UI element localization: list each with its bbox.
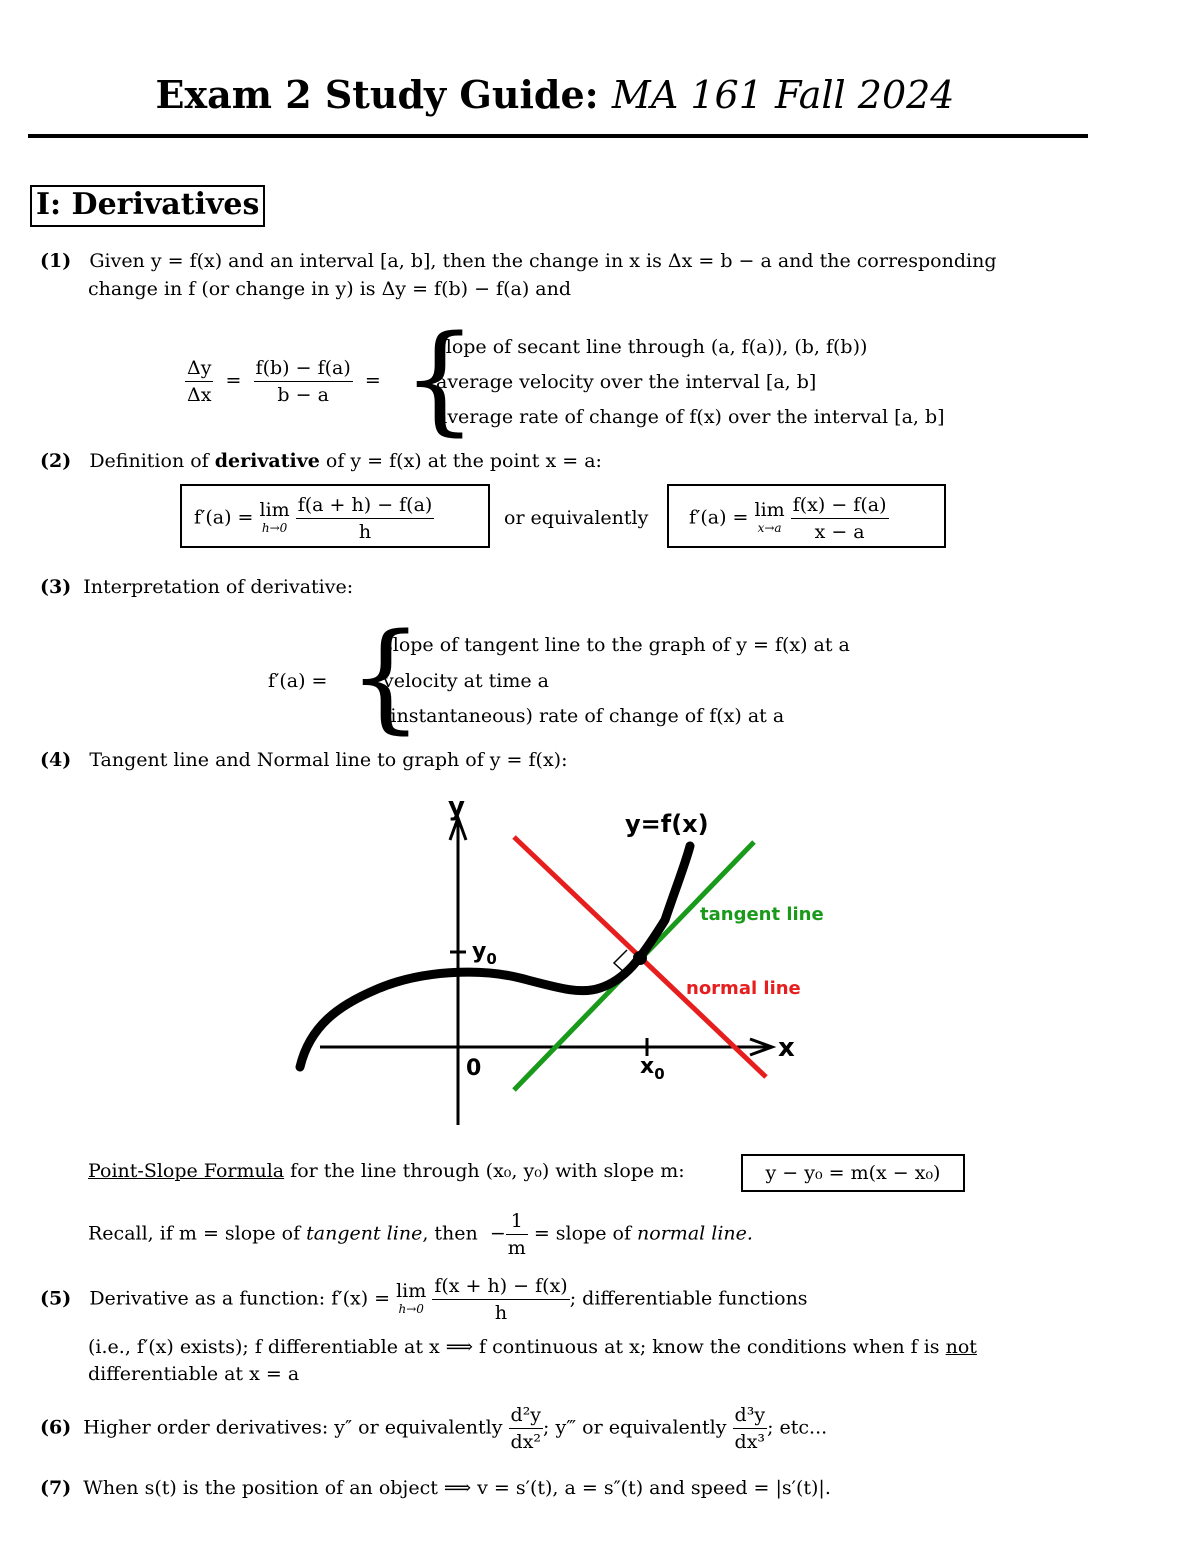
def1-lhs: f′(a) =: [194, 506, 254, 529]
item-2-text: Definition of: [89, 450, 209, 472]
title-course: MA 161 Fall 2024: [611, 73, 955, 117]
delta-x: Δx: [187, 384, 212, 406]
y-axis-label: y: [448, 792, 465, 822]
item-3-text: Interpretation of derivative:: [83, 576, 354, 598]
y0-main: y: [472, 939, 487, 964]
item-5-text: Derivative as a function: f′(x) =: [89, 1287, 391, 1310]
recall-text2: , then: [422, 1222, 478, 1245]
delta-fraction: [185, 355, 213, 408]
item-3: [40, 574, 353, 600]
item-5-line2-text: (i.e., f′(x) exists); f differentiable at x ⟹ f continuous at x; know the conditions when f is: [88, 1336, 940, 1358]
recall-line: [88, 1208, 753, 1261]
item-6-mid: ; y‴ or equivalently: [543, 1416, 727, 1439]
item-1-line2: change in f (or change in y) is Δy = f(b) − f(a) and: [88, 278, 572, 300]
item-6-end: ; etc...: [767, 1416, 828, 1439]
item-3-number: (3): [40, 576, 72, 598]
item-1-case1: slope of secant line through (a, f(a)), (b, f(b)): [436, 336, 868, 358]
item-5: [40, 1273, 808, 1326]
dx3: dx³: [734, 1431, 766, 1453]
item-5-limit: [396, 1279, 427, 1318]
origin-label: 0: [466, 1056, 482, 1081]
dq-denominator: b − a: [277, 384, 329, 406]
item-1-number: (1): [40, 250, 72, 272]
recall-text1: Recall, if m = slope of: [88, 1222, 301, 1245]
or-equivalently: or equivalently: [504, 507, 649, 529]
y0-label: [472, 939, 497, 968]
point-slope-text: for the line through (x₀, y₀) with slope m:: [290, 1160, 685, 1182]
item-6-number: (6): [40, 1416, 72, 1439]
delta-y: Δy: [185, 355, 213, 382]
x0-sub: 0: [654, 1065, 665, 1083]
dx2: dx²: [510, 1431, 542, 1453]
def2-lhs: f′(a) =: [689, 506, 749, 529]
def2-num: f(x) − f(a): [791, 492, 889, 519]
difference-quotient: [254, 355, 353, 408]
item-1-fraction-eq: $\frac{\Delta y}{\Delta x}$ = $\frac{f(b) - f(a)}{b - a}$ =: [187, 357, 381, 406]
recall-fraction: [506, 1208, 528, 1261]
item-4-text: Tangent line and Normal line to graph of y = f(x):: [89, 749, 568, 771]
def2-limit: [754, 498, 785, 537]
item-5-text2: ; differentiable functions: [569, 1287, 808, 1310]
item-7: [40, 1475, 831, 1501]
item-3-lhs: f′(a) =: [268, 670, 328, 692]
x-axis-label: x: [778, 1033, 795, 1063]
item-3-case3: (instantaneous) rate of change of f(x) at a: [383, 705, 785, 727]
second-derivative-fraction: [509, 1402, 544, 1455]
def2-lim-word: lim: [754, 498, 785, 521]
dq-numerator: f(b) − f(a): [254, 355, 353, 382]
tangent-normal-figure: [280, 780, 840, 1140]
point-slope-formula: y − y₀ = m(x − x₀): [741, 1154, 965, 1192]
item-4-number: (4): [40, 749, 72, 771]
derivative-def-box-2: [667, 484, 946, 548]
item-2-text2: of y = f(x) at the point x = a:: [325, 450, 602, 472]
item-5-not: not: [945, 1336, 977, 1358]
item-4: [40, 747, 567, 773]
item-5-num: f(x + h) − f(x): [432, 1273, 569, 1300]
third-derivative-fraction: [733, 1402, 768, 1455]
y0-sub: 0: [486, 950, 497, 968]
def2-fraction: [791, 492, 889, 545]
title-rule: [28, 134, 1088, 138]
item-5-lim-word: lim: [396, 1279, 427, 1302]
recall-tangent: tangent line: [306, 1222, 423, 1245]
tangency-point: [633, 951, 647, 965]
derivative-def-box-1: [180, 484, 490, 548]
d3y: d³y: [733, 1402, 768, 1429]
item-6: [40, 1402, 827, 1455]
recall-text3: = slope of: [533, 1222, 631, 1245]
item-5-fraction: [432, 1273, 569, 1326]
point-slope-line: [88, 1158, 685, 1184]
item-5-line2: [88, 1334, 977, 1360]
item-1-case3: average rate of change of f(x) over the interval [a, b]: [436, 406, 945, 428]
item-1-case2: average velocity over the interval [a, b]: [436, 371, 817, 393]
def1-den: h: [358, 521, 372, 543]
def1-lim-sub: h→0: [261, 520, 288, 535]
item-5-lim-sub: h→0: [398, 1301, 424, 1316]
recall-minus: −: [489, 1222, 506, 1245]
recall-num: 1: [506, 1208, 528, 1235]
def1-lim-word: lim: [259, 498, 290, 521]
item-5-line3: differentiable at x = a: [88, 1363, 300, 1385]
item-5-den: h: [494, 1302, 508, 1324]
def1-num: f(a + h) − f(a): [296, 492, 435, 519]
normal-line-label: normal line: [686, 978, 801, 999]
def1-fraction: [296, 492, 435, 545]
item-7-text: When s(t) is the position of an object ⟹ v = s′(t), a = s″(t) and speed = |s′(t)|.: [83, 1477, 831, 1499]
item-1: [40, 248, 997, 274]
item-3-brace: {: [348, 607, 424, 745]
x0-main: x: [640, 1054, 655, 1079]
recall-den: m: [507, 1237, 526, 1259]
page-title: [0, 72, 1110, 117]
def2-den: x − a: [814, 521, 865, 543]
item-6-text: Higher order derivatives: y″ or equivalently: [83, 1416, 503, 1439]
item-3-case2: velocity at time a: [383, 670, 549, 692]
title-main: Exam 2 Study Guide:: [155, 72, 599, 117]
item-2-bold: derivative: [214, 450, 320, 472]
section-heading: I: Derivatives: [30, 185, 265, 227]
def1-limit: [259, 498, 290, 537]
point-slope-label: Point-Slope Formula: [88, 1160, 285, 1182]
d2y: d²y: [509, 1402, 544, 1429]
item-5-number: (5): [40, 1287, 72, 1310]
x0-label: [640, 1054, 665, 1083]
tangent-line-label: tangent line: [700, 904, 824, 925]
item-3-case1: slope of tangent line to the graph of y = f(x) at a: [383, 634, 850, 656]
item-2-number: (2): [40, 450, 72, 472]
item-2: [40, 448, 602, 474]
item-7-number: (7): [40, 1477, 72, 1499]
curve-label: y=f(x): [625, 810, 709, 838]
def2-lim-sub: x→a: [757, 520, 782, 535]
item-1-brace: {: [402, 309, 478, 447]
recall-normal: normal line.: [637, 1222, 753, 1245]
item-1-line1: Given y = f(x) and an interval [a, b], then the change in x is Δx = b − a and the corresponding: [89, 250, 997, 272]
